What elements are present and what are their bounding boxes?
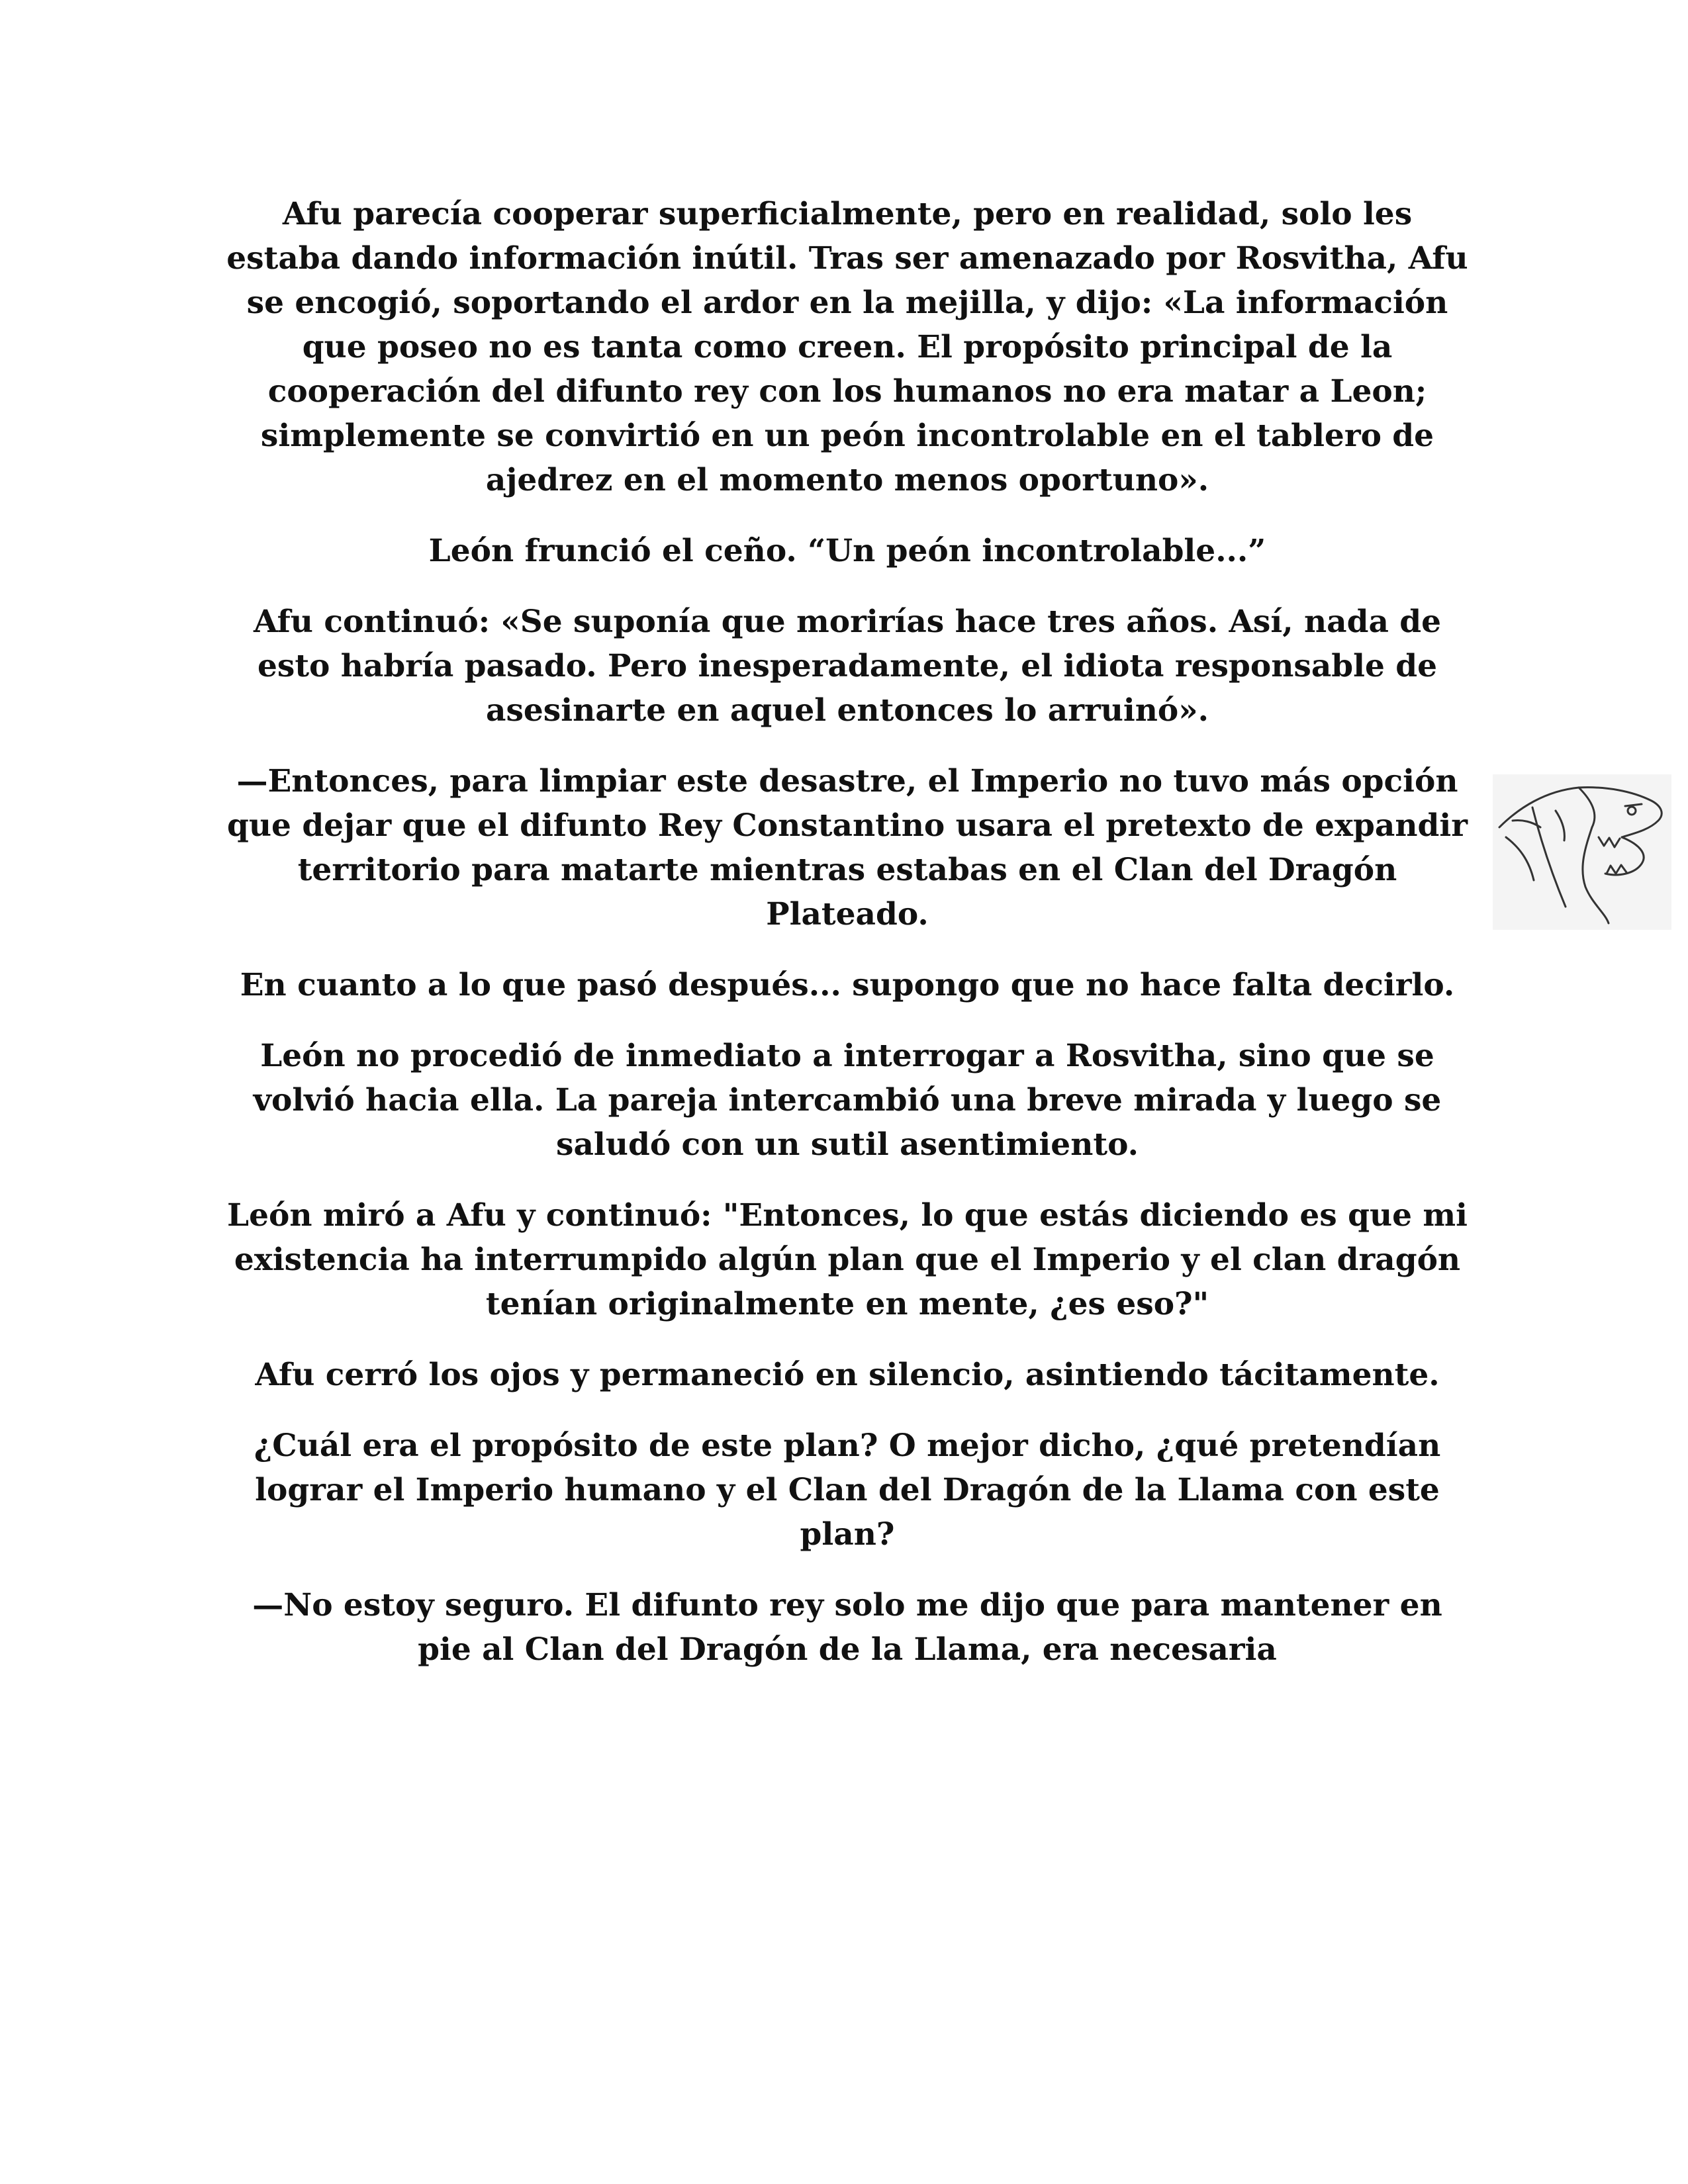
paragraph-1: Afu parecía cooperar superficialmente, pero en realidad, solo les estaba dando información inútil. Tras ser amenazado por Rosvitha, Afu se encogió, soportando el ardor en la mejilla, y dijo: «La información que poseo no es tanta como creen. El propósito principal de la cooperación del difunto rey con los humanos no era matar a Leon; simplemente se convirtió en un peón incontrolable en el tablero de ajedrez en el momento menos oportuno». [226,196,1468,498]
paragraph-4: —Entonces, para limpiar este desastre, el Imperio no tuvo más opción que dejar que el difunto Rey Constantino usara el pretexto de expandir territorio para matarte mientras estabas en el Clan del Dragón Plateado. [227,763,1468,933]
dinosaur-head-sketch-icon [1493,774,1671,930]
paragraph-6: León no procedió de inmediato a interrogar a Rosvitha, sino que se volvió hacia ella. La pareja intercambió una breve mirada y luego se saludó con un sutil asentimiento. [253,1038,1442,1163]
paragraph-5: En cuanto a lo que pasó después... supongo que no hace falta decirlo. [240,967,1455,1003]
document-body [225,192,1470,1698]
paragraph-8: Afu cerró los ojos y permaneció en silencio, asintiendo tácitamente. [255,1357,1440,1393]
paragraph-3: Afu continuó: «Se suponía que morirías hace tres años. Así, nada de esto habría pasado. Pero inesperadamente, el idiota responsable de asesinarte en aquel entonces lo arruinó». [253,604,1442,729]
paragraph-7: León miró a Afu y continuó: "Entonces, lo que estás diciendo es que mi existencia ha interrumpido algún plan que el Imperio y el clan dragón tenían originalmente en mente, ¿es eso?" [227,1197,1468,1322]
paragraph-2: León frunció el ceño. “Un peón incontrolable...” [428,533,1266,569]
paragraph-9: ¿Cuál era el propósito de este plan? O mejor dicho, ¿qué pretendían lograr el Imperio humano y el Clan del Dragón de la Llama con este plan? [254,1428,1441,1553]
paragraph-10: —No estoy seguro. El difunto rey solo me dijo que para mantener en pie al Clan del Dragón de la Llama, era necesaria [252,1587,1442,1668]
